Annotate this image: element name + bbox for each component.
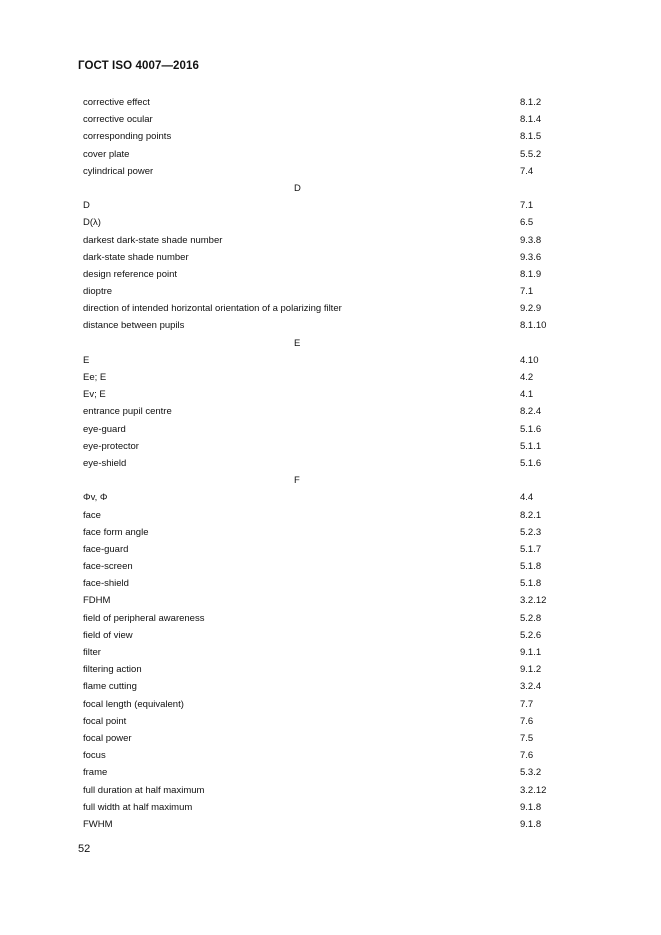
index-term: corrective ocular (83, 114, 153, 126)
index-term: field of view (83, 629, 133, 641)
index-ref: 5.1.6 (520, 423, 542, 435)
index-term: Φv, Φ (83, 492, 108, 504)
index-ref: 5.1.8 (520, 561, 542, 573)
index-term: D (83, 200, 90, 212)
index-entry (83, 146, 553, 163)
index-entry (83, 128, 553, 145)
index-term: FWHM (83, 818, 113, 830)
index-entry (83, 369, 553, 386)
index-ref: 7.1 (520, 200, 534, 212)
index-ref: 9.3.6 (520, 251, 542, 263)
index-entry (83, 214, 553, 231)
index-ref: 8.1.4 (520, 114, 542, 126)
index-ref: 8.2.1 (520, 509, 542, 521)
index-ref: 7.6 (520, 750, 534, 762)
index-ref: 4.10 (520, 354, 539, 366)
page-number: 52 (78, 843, 91, 855)
index-entry (83, 678, 553, 695)
index-ref: 4.4 (520, 492, 534, 504)
index-ref: 5.1.6 (520, 457, 542, 469)
index-ref: 9.3.8 (520, 234, 542, 246)
index-entry (83, 163, 553, 180)
index-term: darkest dark-state shade number (83, 234, 223, 246)
index-entry (83, 403, 553, 420)
letter-heading: E (294, 337, 301, 349)
index-entry (83, 421, 553, 438)
index-entry (83, 249, 553, 266)
index-term: eye-protector (83, 440, 139, 452)
index-term: face (83, 509, 101, 521)
index-letter-heading (83, 335, 553, 352)
index-term: dark-state shade number (83, 251, 189, 263)
index-term: face-shield (83, 578, 129, 590)
index-term: face form angle (83, 526, 149, 538)
index-ref: 5.1.1 (520, 440, 542, 452)
index-entry (83, 524, 553, 541)
index-ref: 5.2.8 (520, 612, 542, 624)
index-ref: 5.2.3 (520, 526, 542, 538)
index-entry (83, 610, 553, 627)
index-entry (83, 747, 553, 764)
index-ref: 7.7 (520, 698, 534, 710)
index-term: corrective effect (83, 97, 150, 108)
index-entry (83, 799, 553, 816)
index-ref: 8.2.4 (520, 406, 542, 418)
index-entry (83, 386, 553, 403)
letter-heading: F (294, 475, 300, 487)
index-entry (83, 782, 553, 799)
index-ref: 8.1.10 (520, 320, 547, 332)
index-term: design reference point (83, 268, 178, 280)
index-entry (83, 352, 553, 369)
index-term: focal power (83, 732, 132, 744)
index-term: entrance pupil centre (83, 406, 172, 418)
index-ref: 9.1.8 (520, 801, 542, 813)
index-term: eye-shield (83, 457, 127, 469)
index-term: full width at half maximum (83, 801, 193, 813)
index-entry (83, 455, 553, 472)
index-ref: 9.2.9 (520, 303, 542, 315)
index-letter-heading (83, 180, 553, 197)
document-header: ГОСТ ISO 4007—2016 (78, 60, 200, 72)
index-term: face-guard (83, 543, 129, 555)
index-ref: 9.1.2 (520, 664, 542, 676)
index-entry (83, 816, 553, 833)
index-entry (83, 507, 553, 524)
index-ref: 7.5 (520, 732, 534, 744)
index-entry (83, 283, 553, 300)
index-ref: 9.1.1 (520, 647, 542, 658)
index-term: Ee; E (83, 372, 107, 383)
index-term: Ev; E (83, 389, 106, 401)
index-ref: 8.1.9 (520, 268, 542, 280)
index-ref: 5.1.7 (520, 543, 542, 555)
alphabetical-index (83, 94, 553, 833)
index-ref: 5.2.6 (520, 629, 542, 641)
index-entry (83, 558, 553, 575)
index-ref: 5.5.2 (520, 148, 542, 160)
index-ref: 4.2 (520, 372, 534, 383)
index-letter-heading (83, 472, 553, 489)
index-entry (83, 575, 553, 592)
index-entry (83, 94, 553, 111)
index-term: filter (83, 647, 101, 658)
index-entry (83, 696, 553, 713)
index-term: cylindrical power (83, 165, 154, 177)
letter-heading: D (294, 182, 301, 194)
index-entry (83, 541, 553, 558)
index-term: face-screen (83, 561, 133, 573)
index-term: E (83, 354, 90, 366)
index-ref: 4.1 (520, 389, 534, 401)
index-ref: 8.1.2 (520, 97, 542, 108)
index-term: focal length (equivalent) (83, 698, 184, 710)
index-term: direction of intended horizontal orientation of a polarizing filter (83, 303, 342, 315)
index-term: filtering action (83, 664, 142, 676)
index-term: distance between pupils (83, 320, 185, 332)
index-term: flame cutting (83, 681, 137, 693)
index-ref: 5.1.8 (520, 578, 542, 590)
index-term: full duration at half maximum (83, 784, 205, 796)
index-entry (83, 489, 553, 506)
index-entry (83, 764, 553, 781)
index-entry (83, 300, 553, 317)
index-term: eye-guard (83, 423, 126, 435)
index-ref: 7.6 (520, 715, 534, 727)
index-term: frame (83, 767, 108, 779)
index-term: focus (83, 750, 106, 762)
index-entry (83, 730, 553, 747)
index-term: field of peripheral awareness (83, 612, 205, 624)
index-ref: 5.3.2 (520, 767, 542, 779)
index-entry (83, 232, 553, 249)
index-term: corresponding points (83, 131, 172, 143)
index-ref: 3.2.12 (520, 595, 547, 607)
index-ref: 8.1.5 (520, 131, 542, 143)
index-entry (83, 438, 553, 455)
index-entry (83, 627, 553, 644)
index-ref: 6.5 (520, 217, 534, 229)
index-entry (83, 266, 553, 283)
index-term: FDHM (83, 595, 111, 607)
index-term: focal point (83, 715, 127, 727)
index-entry (83, 644, 553, 661)
index-entry (83, 197, 553, 214)
index-ref: 3.2.4 (520, 681, 542, 693)
index-term: D(λ) (83, 217, 101, 229)
index-term: cover plate (83, 148, 130, 160)
index-term: dioptre (83, 286, 113, 298)
index-ref: 9.1.8 (520, 818, 542, 830)
index-entry (83, 592, 553, 609)
index-ref: 3.2.12 (520, 784, 547, 796)
index-entry (83, 111, 553, 128)
index-entry (83, 661, 553, 678)
index-entry (83, 317, 553, 334)
index-ref: 7.1 (520, 286, 534, 298)
index-entry (83, 713, 553, 730)
index-ref: 7.4 (520, 165, 534, 177)
